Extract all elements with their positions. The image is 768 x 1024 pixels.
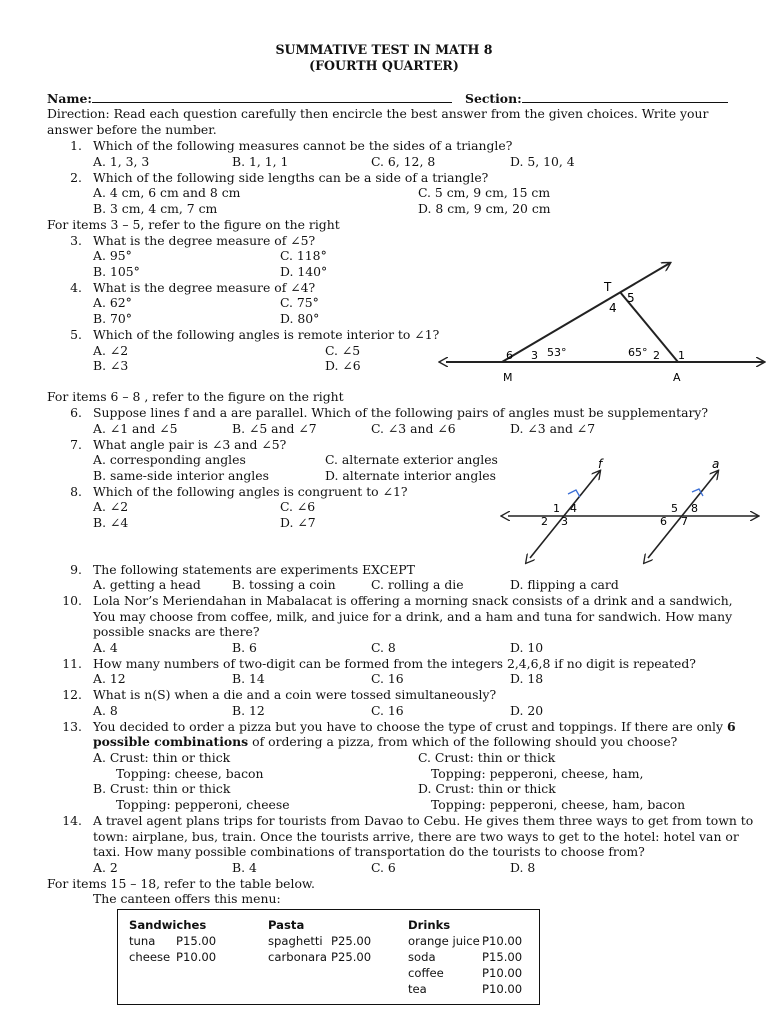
q9-choice-d[interactable]: D. flipping a card	[510, 577, 619, 592]
q14-choice-c[interactable]: C. 6	[371, 860, 396, 875]
section-field[interactable]	[465, 91, 728, 107]
q13-choice-c[interactable]: C. Crust: thin or thick	[418, 750, 556, 765]
q9-choice-c[interactable]: C. rolling a die	[371, 577, 464, 592]
q1-number: 1.	[70, 138, 82, 153]
q11-choice-c[interactable]: C. 16	[371, 671, 404, 686]
name-blank[interactable]	[92, 91, 452, 103]
label-2: 2	[541, 515, 548, 528]
parallel-lines-figure	[500, 455, 765, 565]
q14-line-3: taxi. How many possible combinations of transportation do the tourists to choose from?	[93, 844, 645, 859]
q14-choice-d[interactable]: D. 8	[510, 860, 536, 875]
section-label: Section:	[465, 91, 522, 106]
items-3-5-instruction: For items 3 – 5, refer to the figure on the right	[47, 217, 340, 232]
page-title: SUMMATIVE TEST IN MATH 8	[275, 42, 493, 57]
q5-choice-c[interactable]: C. ∠5	[325, 343, 361, 358]
drink-name: tea	[408, 982, 427, 996]
items-6-8-instruction: For items 6 – 8 , refer to the figure on the right	[47, 389, 344, 404]
items-15-18-instruction: For items 15 – 18, refer to the table below.	[47, 876, 315, 891]
q8-number: 8.	[70, 484, 82, 499]
q4-number: 4.	[70, 280, 82, 295]
pasta-name: carbonara	[268, 950, 328, 964]
q13-bold-6: 6	[726, 719, 736, 734]
q8-text: Which of the following angles is congruent to ∠1?	[93, 484, 408, 499]
q3-number: 3.	[70, 233, 82, 248]
q7-text: What angle pair is ∠3 and ∠5?	[93, 437, 287, 452]
label-65-deg: 65°	[628, 346, 648, 359]
label-f: f	[598, 457, 603, 471]
q6-choice-c[interactable]: C. ∠3 and ∠6	[371, 421, 456, 436]
label-angle-5: 5	[627, 291, 635, 305]
q10-line-3: possible snacks are there?	[93, 624, 260, 639]
q7-choice-d[interactable]: D. alternate interior angles	[325, 468, 496, 483]
q7-choice-b[interactable]: B. same-side interior angles	[93, 468, 269, 483]
q14-line-2: town: airplane, bus, train. Once the tourists arrive, there are two ways to get to the hotel: hotel van or	[93, 829, 739, 844]
name-field[interactable]	[47, 91, 452, 107]
q1-choice-b[interactable]: B. 1, 1, 1	[232, 154, 289, 169]
q10-choice-a[interactable]: A. 4	[93, 640, 118, 655]
q14-choice-b[interactable]: B. 4	[232, 860, 257, 875]
q11-choice-a[interactable]: A. 12	[93, 671, 126, 686]
q2-choice-a[interactable]: A. 4 cm, 6 cm and 8 cm	[93, 185, 241, 200]
q13-choice-a-topping: Topping: cheese, bacon	[116, 766, 264, 781]
q6-number: 6.	[70, 405, 82, 420]
label-angle-6: 6	[506, 349, 513, 362]
pasta-price: P25.00	[331, 934, 372, 948]
q6-choice-d[interactable]: D. ∠3 and ∠7	[510, 421, 596, 436]
label-4: 4	[570, 502, 577, 515]
label-angle-1: 1	[678, 349, 685, 362]
q6-text: Suppose lines f and a are parallel. Which of the following pairs of angles must be supplementary?	[93, 405, 709, 420]
q9-text: The following statements are experiments EXCEPT	[93, 562, 415, 577]
q3-choice-c[interactable]: C. 118°	[280, 248, 327, 263]
drink-name: orange juice	[408, 934, 480, 948]
label-T: T	[604, 280, 612, 294]
drink-price: P10.00	[482, 934, 523, 948]
q14-choice-a[interactable]: A. 2	[93, 860, 118, 875]
q13-line-2	[93, 734, 677, 750]
q13-number: 13.	[62, 719, 82, 734]
parallel-mark-a	[692, 489, 703, 496]
label-3: 3	[561, 515, 568, 528]
q12-choice-b[interactable]: B. 12	[232, 703, 265, 718]
q4-choice-d[interactable]: D. 80°	[280, 311, 320, 326]
q2-choice-d[interactable]: D. 8 cm, 9 cm, 20 cm	[418, 201, 551, 216]
section-blank[interactable]	[522, 91, 728, 103]
drink-price: P15.00	[482, 950, 523, 964]
label-angle-3: 3	[531, 349, 538, 362]
q13-choice-b-topping: Topping: pepperoni, cheese	[116, 797, 290, 812]
q4-text: What is the degree measure of ∠4?	[93, 280, 316, 295]
q8-choice-b[interactable]: B. ∠4	[93, 515, 129, 530]
q9-number: 9.	[70, 562, 82, 577]
q5-choice-a[interactable]: A. ∠2	[93, 343, 129, 358]
direction-line-2: answer before the number.	[47, 122, 217, 137]
drinks-header: Drinks	[408, 918, 451, 932]
q10-line-2: You may choose from coffee, milk, and juice for a drink, and a ham and tuna for sandwich. How many	[93, 609, 733, 624]
q12-choice-a[interactable]: A. 8	[93, 703, 118, 718]
q2-number: 2.	[70, 170, 82, 185]
parallel-mark-f	[568, 490, 580, 497]
drink-price: P10.00	[482, 966, 523, 980]
sandwich-price: P10.00	[176, 950, 217, 964]
name-label: Name:	[47, 91, 92, 106]
drink-name: soda	[408, 950, 436, 964]
label-5: 5	[671, 502, 678, 515]
label-7: 7	[681, 515, 688, 528]
label-angle-4: 4	[609, 301, 617, 315]
q12-text: What is n(S) when a die and a coin were tossed simultaneously?	[93, 687, 497, 702]
q6-choice-a[interactable]: A. ∠1 and ∠5	[93, 421, 178, 436]
q11-choice-b[interactable]: B. 14	[232, 671, 265, 686]
q5-number: 5.	[70, 327, 82, 342]
sandwich-price: P15.00	[176, 934, 217, 948]
drink-price: P10.00	[482, 982, 523, 996]
q13-choice-b[interactable]: B. Crust: thin or thick	[93, 781, 231, 796]
canteen-intro: The canteen offers this menu:	[93, 891, 281, 906]
q7-choice-a[interactable]: A. corresponding angles	[93, 452, 246, 467]
q12-number: 12.	[62, 687, 82, 702]
q1-choice-d[interactable]: D. 5, 10, 4	[510, 154, 575, 169]
sandwich-name: cheese	[129, 950, 171, 964]
q12-choice-c[interactable]: C. 16	[371, 703, 404, 718]
q5-choice-d[interactable]: D. ∠6	[325, 358, 361, 373]
drink-name: coffee	[408, 966, 444, 980]
label-53-deg: 53°	[547, 346, 567, 359]
q2-text: Which of the following side lengths can be a side of a triangle?	[93, 170, 489, 185]
q11-number: 11.	[62, 656, 82, 671]
label-1: 1	[553, 502, 560, 515]
q8-choice-a[interactable]: A. ∠2	[93, 499, 129, 514]
q1-choice-a[interactable]: A. 1, 3, 3	[93, 154, 150, 169]
q6-choice-b[interactable]: B. ∠5 and ∠7	[232, 421, 317, 436]
label-M: M	[503, 371, 513, 384]
q7-choice-c[interactable]: C. alternate exterior angles	[325, 452, 498, 467]
q3-choice-b[interactable]: B. 105°	[93, 264, 140, 279]
q13-bold-combinations: possible combinations	[93, 734, 249, 749]
q13-line-1-text: You decided to order a pizza but you have to choose the type of crust and toppings. If there are only	[93, 719, 724, 734]
q9-choice-b[interactable]: B. tossing a coin	[232, 577, 336, 592]
q3-choice-d[interactable]: D. 140°	[280, 264, 328, 279]
q5-choice-b[interactable]: B. ∠3	[93, 358, 129, 373]
pasta-header: Pasta	[268, 918, 305, 932]
q8-choice-c[interactable]: C. ∠6	[280, 499, 316, 514]
q14-number: 14.	[62, 813, 82, 828]
pasta-name: spaghetti	[268, 934, 323, 948]
sandwiches-header: Sandwiches	[129, 918, 207, 932]
q10-line-1: Lola Nor’s Meriendahan in Mabalacat is offering a morning snack consists of a drink and a sandwich,	[93, 593, 733, 608]
q4-choice-b[interactable]: B. 70°	[93, 311, 132, 326]
pasta-price: P25.00	[331, 950, 372, 964]
q10-choice-b[interactable]: B. 6	[232, 640, 257, 655]
q1-choice-c[interactable]: C. 6, 12, 8	[371, 154, 436, 169]
q12-choice-d[interactable]: D. 20	[510, 703, 544, 718]
q11-choice-d[interactable]: D. 18	[510, 671, 544, 686]
q3-choice-a[interactable]: A. 95°	[93, 248, 132, 263]
q13-line-1	[93, 719, 736, 735]
q8-choice-d[interactable]: D. ∠7	[280, 515, 316, 530]
sandwich-name: tuna	[129, 934, 156, 948]
q9-choice-a[interactable]: A. getting a head	[93, 577, 201, 592]
q10-choice-d[interactable]: D. 10	[510, 640, 544, 655]
q13-choice-d[interactable]: D. Crust: thin or thick	[418, 781, 556, 796]
label-A: A	[673, 371, 681, 384]
q13-line-2-text: of ordering a pizza, from which of the following should you choose?	[252, 734, 678, 749]
canteen-menu-table	[117, 909, 540, 1005]
q7-number: 7.	[70, 437, 82, 452]
q11-text: How many numbers of two-digit can be formed from the integers 2,4,6,8 if no digit is repeated?	[93, 656, 696, 671]
q2-choice-b[interactable]: B. 3 cm, 4 cm, 7 cm	[93, 201, 218, 216]
q13-choice-c-topping: Topping: pepperoni, cheese, ham,	[431, 766, 644, 781]
triangle-figure	[440, 255, 768, 385]
q10-choice-c[interactable]: C. 8	[371, 640, 396, 655]
label-6: 6	[660, 515, 667, 528]
q10-number: 10.	[62, 593, 82, 608]
q1-text: Which of the following measures cannot be the sides of a triangle?	[93, 138, 513, 153]
q14-line-1: A travel agent plans trips for tourists from Davao to Cebu. He gives them three ways to get from town to	[93, 813, 754, 828]
label-8: 8	[691, 502, 698, 515]
q5-text: Which of the following angles is remote interior to ∠1?	[93, 327, 440, 342]
q13-choice-a[interactable]: A. Crust: thin or thick	[93, 750, 231, 765]
label-a: a	[712, 457, 720, 471]
q4-choice-c[interactable]: C. 75°	[280, 295, 319, 310]
direction-line-1: Direction: Read each question carefully then encircle the best answer from the given choices. Write your	[47, 106, 709, 121]
q4-choice-a[interactable]: A. 62°	[93, 295, 132, 310]
page-subtitle: (FOURTH QUARTER)	[309, 58, 459, 73]
q2-choice-c[interactable]: C. 5 cm, 9 cm, 15 cm	[418, 185, 551, 200]
label-angle-2: 2	[653, 349, 660, 362]
q3-text: What is the degree measure of ∠5?	[93, 233, 316, 248]
q13-choice-d-topping: Topping: pepperoni, cheese, ham, bacon	[431, 797, 686, 812]
